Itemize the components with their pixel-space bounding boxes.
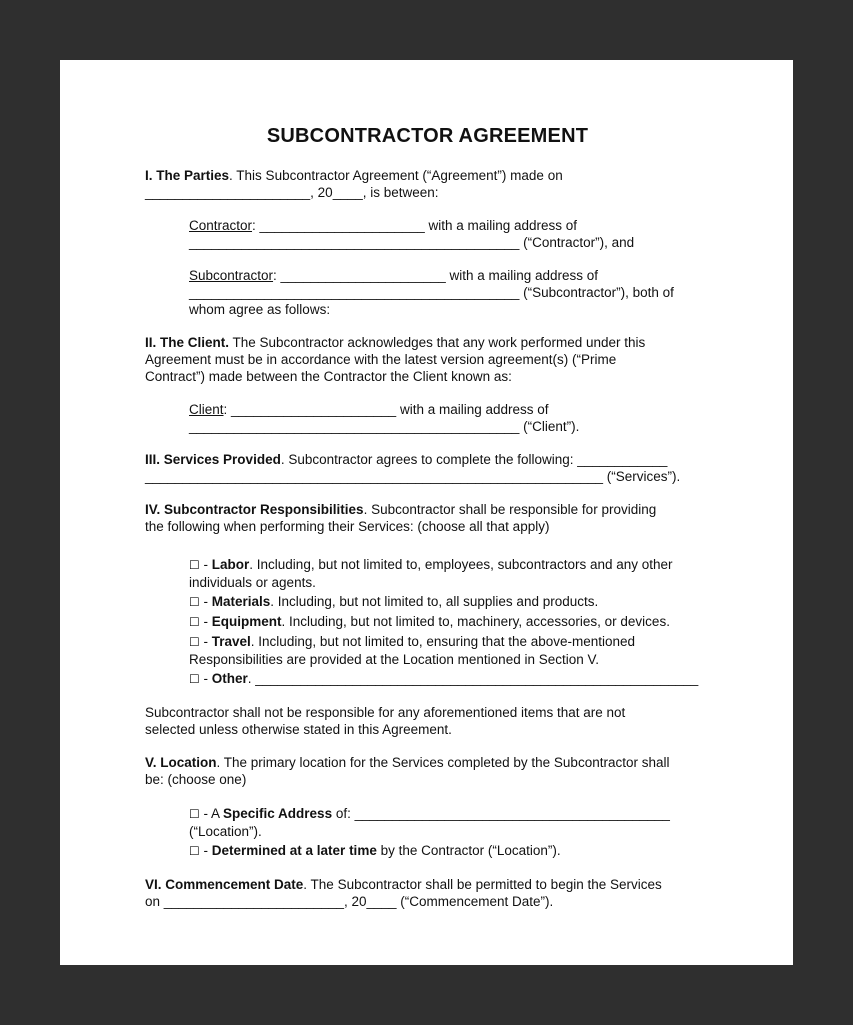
checkbox-icon[interactable]: ☐ bbox=[189, 844, 200, 858]
checkbox-icon[interactable]: ☐ bbox=[189, 672, 200, 686]
section-heading: V. Location bbox=[145, 755, 217, 770]
checkbox-icon[interactable]: ☐ bbox=[189, 635, 200, 649]
option-specific-address: ☐ - A Specific Address of: __________________________________________ (“Location”). bbox=[189, 806, 670, 839]
client-label: Client bbox=[189, 402, 224, 417]
checkbox-icon[interactable]: ☐ bbox=[189, 558, 200, 572]
section-heading: III. Services Provided bbox=[145, 452, 281, 467]
option-other: ☐ - Other. ___________________________________________________________ bbox=[189, 671, 699, 686]
section-responsibilities: IV. Subcontractor Responsibilities. Subcontractor shall be responsible for providing the following when performing their Services: (choose all that apply) bbox=[145, 502, 657, 534]
document-body bbox=[145, 60, 710, 910]
location-options bbox=[145, 805, 710, 860]
section-heading: VI. Commencement Date bbox=[145, 877, 304, 892]
option-equipment: ☐ - Equipment. Including, but not limited to, machinery, accessories, or devices. bbox=[189, 614, 670, 629]
responsibilities-note: Subcontractor shall not be responsible for any aforementioned items that are not selected unless otherwise stated in this Agreement. bbox=[145, 705, 626, 737]
section-heading: I. The Parties bbox=[145, 168, 230, 183]
responsibility-options bbox=[145, 556, 710, 688]
section-location: V. Location. The primary location for the Services completed by the Subcontractor shall be: (choose one) bbox=[145, 755, 670, 787]
checkbox-icon[interactable]: ☐ bbox=[189, 595, 200, 609]
section-services: III. Services Provided. Subcontractor agrees to complete the following: ____________ _____________________________________________________________ (“Services”). bbox=[145, 452, 681, 484]
client-block: Client: ______________________ with a mailing address of ____________________________________________ (“Client”). bbox=[189, 402, 580, 434]
option-travel: ☐ - Travel. Including, but not limited to, ensuring that the above-mentioned Responsibilities are provided at the Location mentioned in Section V. bbox=[189, 634, 636, 667]
option-labor: ☐ - Labor. Including, but not limited to, employees, subcontractors and any other individuals or agents. bbox=[189, 557, 673, 590]
section-client: II. The Client. The Subcontractor acknowledges that any work performed under this Agreement must be in accordance with the latest version agreement(s) (“Prime Contract”) made between the Contractor the Client known as: bbox=[145, 335, 646, 384]
checkbox-icon[interactable]: ☐ bbox=[189, 807, 200, 821]
section-parties: I. The Parties. This Subcontractor Agreement (“Agreement”) made on ______________________, 20____, is between: bbox=[145, 168, 563, 200]
option-materials: ☐ - Materials. Including, but not limited to, all supplies and products. bbox=[189, 594, 599, 609]
subcontractor-block: Subcontractor: ______________________ with a mailing address of ____________________________________________ (“Subcontractor”), both of whom agree as follows: bbox=[189, 268, 674, 317]
section-heading: II. The Client. bbox=[145, 335, 230, 350]
contractor-label: Contractor bbox=[189, 218, 253, 233]
section-heading: IV. Subcontractor Responsibilities bbox=[145, 502, 364, 517]
checkbox-icon[interactable]: ☐ bbox=[189, 615, 200, 629]
contractor-block: Contractor: ______________________ with a mailing address of ____________________________________________ (“Contractor”), and bbox=[189, 218, 635, 250]
option-later-time: ☐ - Determined at a later time by the Contractor (“Location”). bbox=[189, 843, 561, 858]
document-title: SUBCONTRACTOR AGREEMENT bbox=[266, 125, 589, 147]
subcontractor-label: Subcontractor bbox=[189, 268, 274, 283]
document-page bbox=[60, 60, 793, 965]
section-commencement: VI. Commencement Date. The Subcontractor shall be permitted to begin the Services on ________________________, 20____ (“Commencement Date”). bbox=[145, 877, 662, 909]
